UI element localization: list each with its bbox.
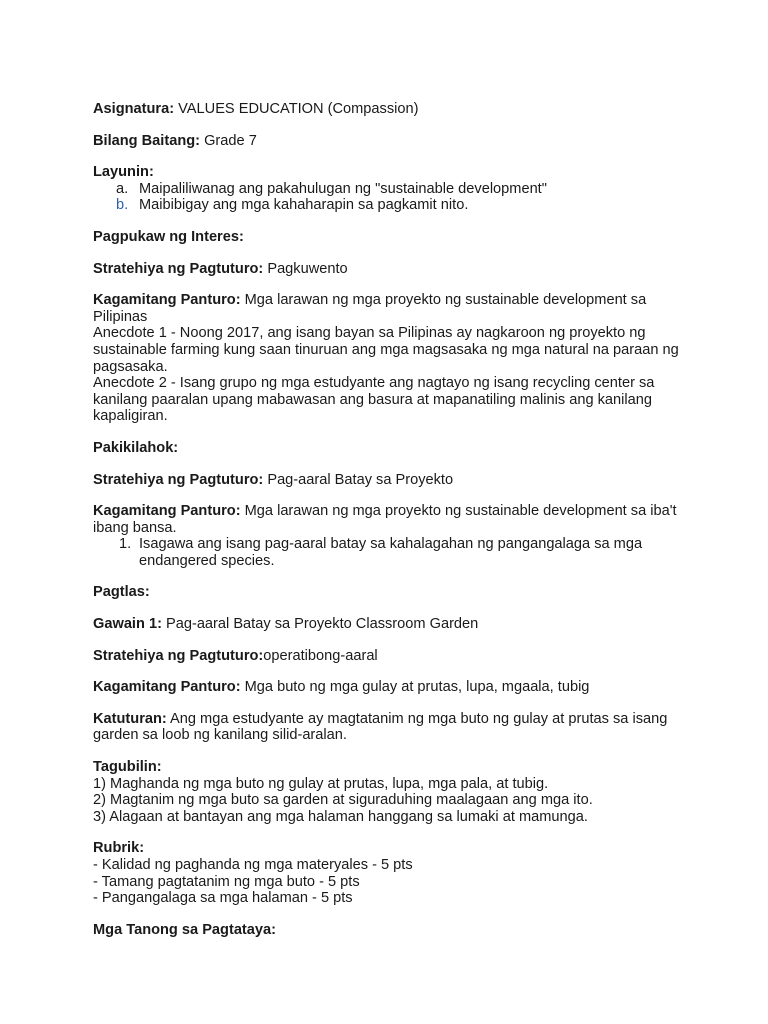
list-item-text: Maibibigay ang mga kahaharapin sa pagkamit nito.	[139, 197, 469, 214]
kagamitan3-label: Kagamitang Panturo:	[93, 679, 241, 696]
asignatura-line	[93, 101, 693, 118]
list-item: - Tamang pagtatanim ng mga buto - 5 pts	[93, 873, 360, 890]
anecdote-1: Anecdote 1 - Noong 2017, ang isang bayan sa Pilipinas ay nagkaroon ng proyekto ng sustainable farming kung saan tinuruan ang mga magsasaka ng mga natural na paraan ng pagsasaka.	[93, 325, 679, 375]
kagamitan1-value: Mga larawan ng mga proyekto ng sustainable development sa Pilipinas	[93, 292, 647, 325]
anecdote-2: Anecdote 2 - Isang grupo ng mga estudyante ang nagtayo ng isang recycling center sa kanilang paaralan upang mabawasan ang basura at mapanatiling malinis ang kanilang kapaligiran.	[93, 375, 655, 425]
list-item: 3) Alagaan at bantayan ang mga halaman hanggang sa lumaki at mamunga.	[93, 808, 588, 825]
strat1-value: Pagkuwento	[263, 260, 348, 277]
kagamitan1-line	[93, 292, 693, 325]
baitang-label: Bilang Baitang:	[93, 132, 201, 149]
katuturan-line	[93, 711, 693, 744]
strat3-value: operatibong-aaral	[263, 647, 378, 664]
list-item: 2) Magtanim ng mga buto sa garden at siguraduhing maalagaan ang mga ito.	[93, 792, 593, 809]
tagubilin-label: Tagubilin:	[93, 759, 162, 776]
list-item: 1) Maghanda ng mga buto ng gulay at prutas, lupa, mga pala, at tubig.	[93, 775, 549, 792]
layunin-label: Layunin:	[93, 164, 154, 181]
strat1-label: Stratehiya ng Pagtuturo:	[93, 260, 264, 277]
kagamitan2-list	[93, 536, 693, 569]
katuturan-label: Katuturan:	[93, 710, 167, 727]
list-marker: b.	[116, 197, 129, 214]
gawain-value: Pag-aaral Batay sa Proyekto Classroom Garden	[161, 616, 479, 633]
kagamitan2-line	[93, 503, 693, 536]
list-item	[93, 536, 693, 569]
pagtlas-heading: Pagtlas:	[93, 584, 150, 601]
baitang-value: Grade 7	[200, 132, 257, 149]
strat2-label: Stratehiya ng Pagtuturo:	[93, 471, 264, 488]
strat3-line	[93, 648, 693, 665]
list-item	[93, 181, 693, 198]
list-item	[93, 197, 693, 214]
list-item: - Kalidad ng paghanda ng mga materyales - 5 pts	[93, 857, 413, 873]
kagamitan1-section	[93, 292, 693, 425]
asignatura-label: Asignatura:	[93, 101, 175, 117]
document-page	[93, 101, 693, 953]
list-marker: 1.	[119, 536, 132, 553]
katuturan-value: Ang mga estudyante ay magtatanim ng mga buto ng gulay at prutas sa isang garden sa loob ng kanilang silid-aralan.	[93, 710, 668, 744]
asignatura-value: VALUES EDUCATION (Compassion)	[174, 101, 419, 117]
layunin-section	[93, 164, 693, 214]
strat1-line	[93, 261, 693, 278]
rubrik-label: Rubrik:	[93, 840, 145, 857]
strat2-line	[93, 472, 693, 489]
gawain-line	[93, 616, 693, 633]
strat3-label: Stratehiya ng Pagtuturo:	[93, 647, 264, 664]
kagamitan2-section	[93, 503, 693, 569]
kagamitan2-value: Mga larawan ng mga proyekto ng sustainable development sa iba't ibang bansa.	[93, 503, 677, 536]
list-marker: a.	[116, 180, 129, 197]
kagamitan3-line	[93, 679, 693, 696]
tagubilin-section	[93, 759, 693, 825]
gawain-label: Gawain 1:	[93, 616, 162, 633]
baitang-line	[93, 133, 693, 150]
pagpukaw-heading: Pagpukaw ng Interes:	[93, 228, 244, 245]
layunin-list	[93, 181, 693, 214]
strat2-value: Pag-aaral Batay sa Proyekto	[263, 471, 454, 488]
list-item-text: Maipaliliwanag ang pakahulugan ng "sustainable development"	[139, 180, 547, 197]
list-item: - Pangangalaga sa mga halaman - 5 pts	[93, 890, 353, 907]
pakikilahok-heading: Pakikilahok:	[93, 439, 179, 456]
tanong-heading: Mga Tanong sa Pagtataya:	[93, 921, 276, 938]
kagamitan2-label: Kagamitang Panturo:	[93, 503, 241, 520]
list-item-text: Isagawa ang isang pag-aaral batay sa kahalagahan ng pangangalaga sa mga endangered species.	[139, 536, 643, 569]
kagamitan1-label: Kagamitang Panturo:	[93, 292, 241, 309]
rubrik-section	[93, 840, 693, 906]
kagamitan3-value: Mga buto ng mga gulay at prutas, lupa, mgaala, tubig	[240, 679, 590, 696]
